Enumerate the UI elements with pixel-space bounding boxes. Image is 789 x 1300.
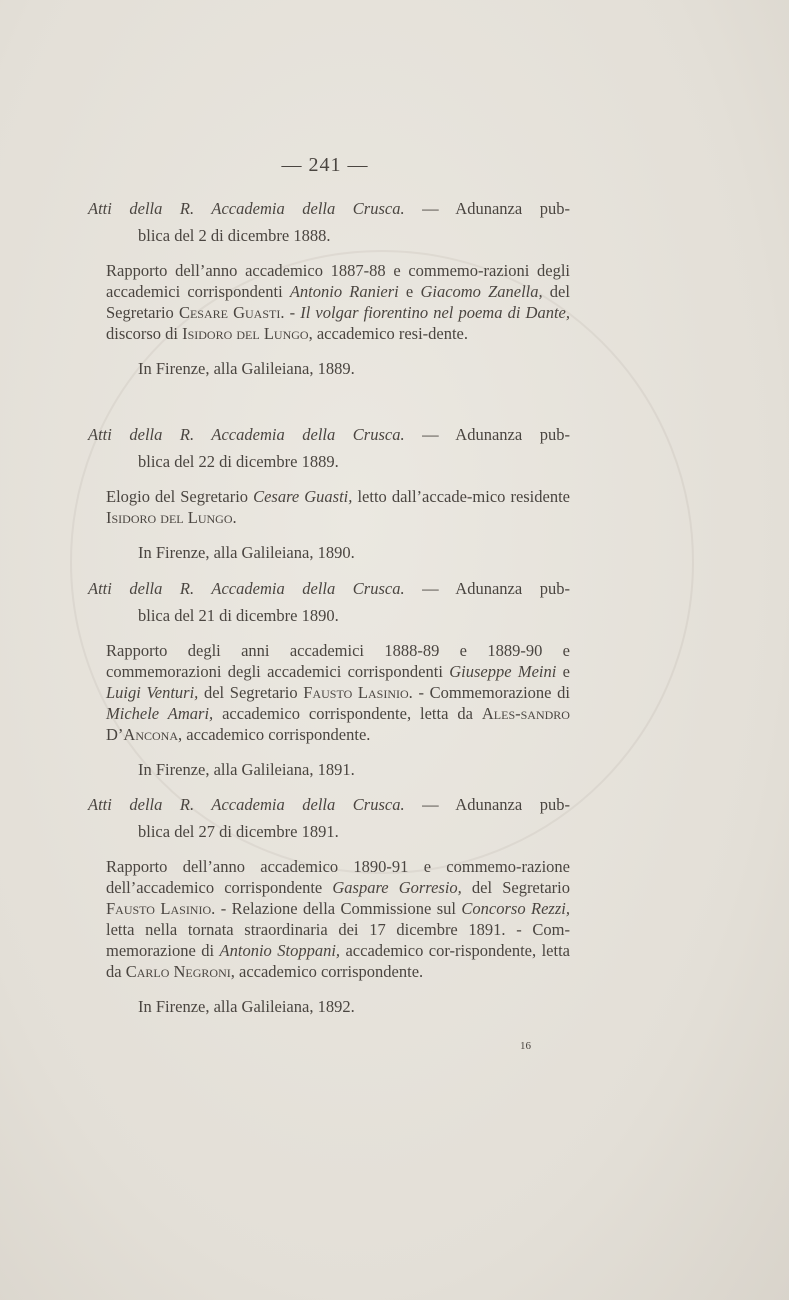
entry-imprint: In Firenze, alla Galileiana, 1892. [138, 997, 355, 1016]
bibliography-entry [88, 794, 570, 1017]
entry-imprint: In Firenze, alla Galileiana, 1890. [138, 543, 355, 562]
entry-title: Atti della R. Accademia della Crusca. — Adunanza pub- [88, 425, 570, 444]
entry-title: Atti della R. Accademia della Crusca. — Adunanza pub- [88, 795, 570, 814]
entry-imprint: In Firenze, alla Galileiana, 1889. [138, 359, 355, 378]
bibliography-entry [88, 578, 570, 780]
page-number: — 241 — [281, 154, 369, 176]
entry-title-continuation: blica del 22 di dicembre 1889. [138, 452, 339, 471]
entry-title-continuation: blica del 21 di dicembre 1890. [138, 606, 339, 625]
bibliography-entry [88, 424, 570, 563]
entry-imprint: In Firenze, alla Galileiana, 1891. [138, 760, 355, 779]
bibliography-entry [88, 198, 570, 379]
signature-mark: 16 [520, 1040, 531, 1052]
entry-description: Rapporto dell’anno accademico 1890-91 e commemo-razione dell’accademico corrispondente Gaspare Gorresio, del Segretario Fausto Lasinio. - Relazione della Commissione sul Concorso Rezzi, letta nella tornata straordinaria dei 17 dicembre 1891. - Com-memorazione di Antonio Stoppani, accademico cor-rispondente, letta da Carlo Negroni, accademico corrispondente. [106, 857, 570, 981]
entry-description: Rapporto dell’anno accademico 1887-88 e commemo-razioni degli accademici corrispondenti Antonio Ranieri e Giacomo Zanella, del Segretario Cesare Guasti. - Il volgar fiorentino nel poema di Dante, discorso di Isidoro del Lungo, accademico resi-dente. [106, 261, 571, 343]
entry-title: Atti della R. Accademia della Crusca. — Adunanza pub- [88, 199, 570, 218]
entry-title: Atti della R. Accademia della Crusca. — Adunanza pub- [88, 579, 570, 598]
entry-title-continuation: blica del 27 di dicembre 1891. [138, 822, 339, 841]
entry-title-continuation: blica del 2 di dicembre 1888. [138, 226, 331, 245]
entry-description: Rapporto degli anni accademici 1888-89 e 1889-90 e commemorazioni degli accademici corrispondenti Giuseppe Meini e Luigi Venturi, del Segretario Fausto Lasinio. - Commemorazione di Michele Amari, accademico corrispondente, letta da Ales-sandro D’Ancona, accademico corrispondente. [106, 641, 570, 744]
entry-description: Elogio del Segretario Cesare Guasti, letto dall’accade-mico residente Isidoro del Lungo. [106, 487, 570, 527]
